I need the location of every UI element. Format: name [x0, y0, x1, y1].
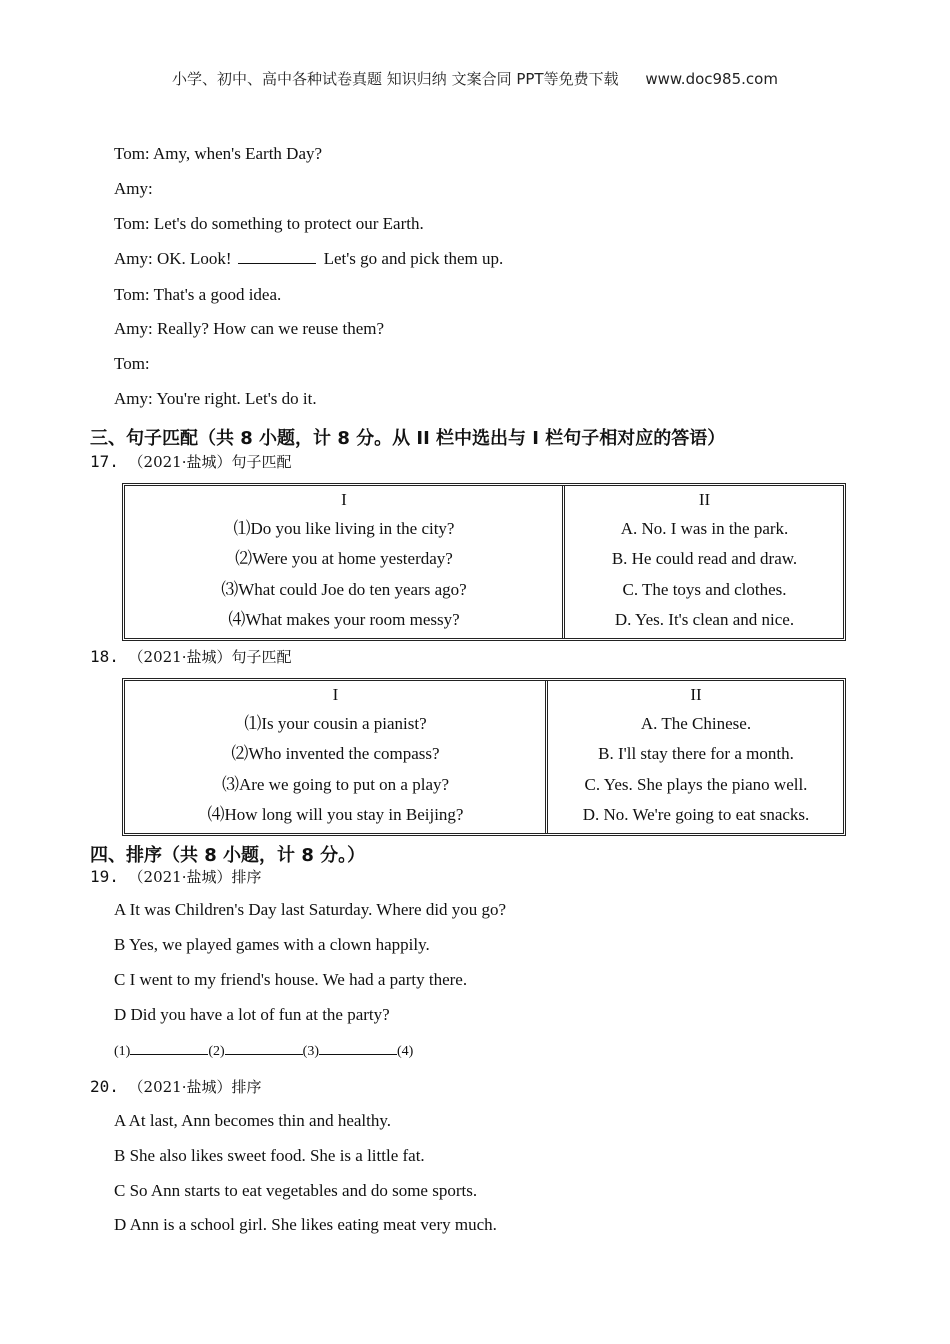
question-number: 20. [90, 1077, 119, 1096]
column-header: II [698, 490, 711, 509]
question-number: 19. [90, 867, 119, 886]
header-url[interactable]: www.doc985.com [645, 70, 778, 88]
table-cell: A. The Chinese. [640, 714, 752, 733]
blank-label: (3) [302, 1044, 319, 1059]
order-item: B She also likes sweet food. She is a little fat. [114, 1146, 425, 1165]
column-header: II [690, 685, 702, 704]
question-19-label [90, 866, 262, 887]
page-header [0, 68, 950, 89]
dialogue-line: Tom: Let's do something to protect our Earth. [114, 214, 424, 233]
table-cell: ⑴Do you like living in the city? [233, 519, 455, 538]
matching-table-18 [122, 678, 846, 836]
answer-blank[interactable] [319, 1042, 397, 1055]
table-cell: ⑴Is your cousin a pianist? [244, 714, 427, 733]
question-source: （2021·盐城）句子匹配 [128, 453, 292, 471]
column-header: I [341, 490, 347, 509]
blank-label: (2) [208, 1044, 225, 1059]
table-cell: ⑵Who invented the compass? [231, 744, 440, 764]
question-18-label [90, 646, 292, 667]
column-ii [566, 486, 843, 638]
table-cell: C. The toys and clothes. [622, 579, 787, 599]
table-cell: D. No. We're going to eat snacks. [582, 804, 810, 824]
question-source: （2021·盐城）排序 [128, 1078, 262, 1096]
header-text: 小学、初中、高中各种试卷真题 知识归纳 文案合同 PPT等免费下载 [172, 70, 619, 88]
order-item: C So Ann starts to eat vegetables and do some sports. [114, 1181, 478, 1200]
dialogue-line: Tom: That's a good idea. [114, 285, 282, 304]
order-item: D Ann is a school girl. She likes eating meat very much. [114, 1215, 497, 1234]
table-cell: B. He could read and draw. [611, 549, 798, 569]
question-number: 18. [90, 647, 119, 666]
answer-blank[interactable] [225, 1042, 303, 1055]
question-20-label [90, 1076, 262, 1097]
order-item: A It was Children's Day last Saturday. Where did you go? [114, 900, 507, 919]
table-cell: A. No. I was in the park. [620, 519, 789, 538]
order-item: A At last, Ann becomes thin and healthy. [114, 1111, 391, 1130]
question-number: 17. [90, 452, 119, 471]
dialogue-line-with-blank [114, 249, 503, 269]
blank-label: (1) [114, 1044, 131, 1059]
blank-label: (4) [396, 1044, 414, 1059]
column-header: I [332, 685, 339, 704]
table-cell: ⑵Were you at home yesterday? [235, 549, 453, 569]
order-item: C I went to my friend's house. We had a party there. [114, 970, 468, 989]
order-item: B Yes, we played games with a clown happily. [114, 935, 430, 954]
column-i [125, 486, 563, 638]
question-source: （2021·盐城）句子匹配 [128, 648, 292, 666]
table-cell: B. I'll stay there for a month. [598, 744, 794, 764]
column-ii [549, 681, 843, 833]
column-divider [545, 681, 548, 833]
answer-blank[interactable] [130, 1042, 208, 1055]
question-source: （2021·盐城）排序 [128, 868, 262, 886]
dialogue-line: Tom: Amy, when's Earth Day? [114, 144, 323, 163]
table-cell: ⑶Are we going to put on a play? [221, 774, 450, 794]
table-cell: ⑷How long will you stay in Beijing? [207, 804, 464, 824]
table-cell: D. Yes. It's clean and nice. [614, 609, 795, 629]
table-cell: ⑶What could Joe do ten years ago? [221, 579, 467, 599]
dialogue-after-blank: Let's go and pick them up. [323, 249, 504, 268]
dialogue-line: Amy: [114, 179, 153, 198]
dialogue-before-blank: Amy: OK. Look! [114, 249, 232, 268]
column-divider [562, 486, 565, 638]
column-i [125, 681, 546, 833]
question-17-label [90, 451, 292, 472]
dialogue-line: Amy: Really? How can we reuse them? [114, 319, 385, 338]
order-item: D Did you have a lot of fun at the party? [114, 1005, 390, 1024]
matching-table-17 [122, 483, 846, 641]
dialogue-line: Tom: [114, 354, 150, 373]
section-title: 三、句子匹配（共 8 小题，计 8 分。从 II 栏中选出与 I 栏句子相对应的答语） [90, 428, 726, 449]
table-cell: C. Yes. She plays the piano well. [584, 774, 808, 794]
answer-blank[interactable] [238, 249, 316, 264]
dialogue-line: Amy: You're right. Let's do it. [114, 389, 317, 408]
table-cell: ⑷What makes your room messy? [228, 609, 460, 629]
order-answer-blanks [114, 1042, 413, 1060]
section-title: 四、排序（共 8 小题，计 8 分。） [90, 845, 366, 866]
